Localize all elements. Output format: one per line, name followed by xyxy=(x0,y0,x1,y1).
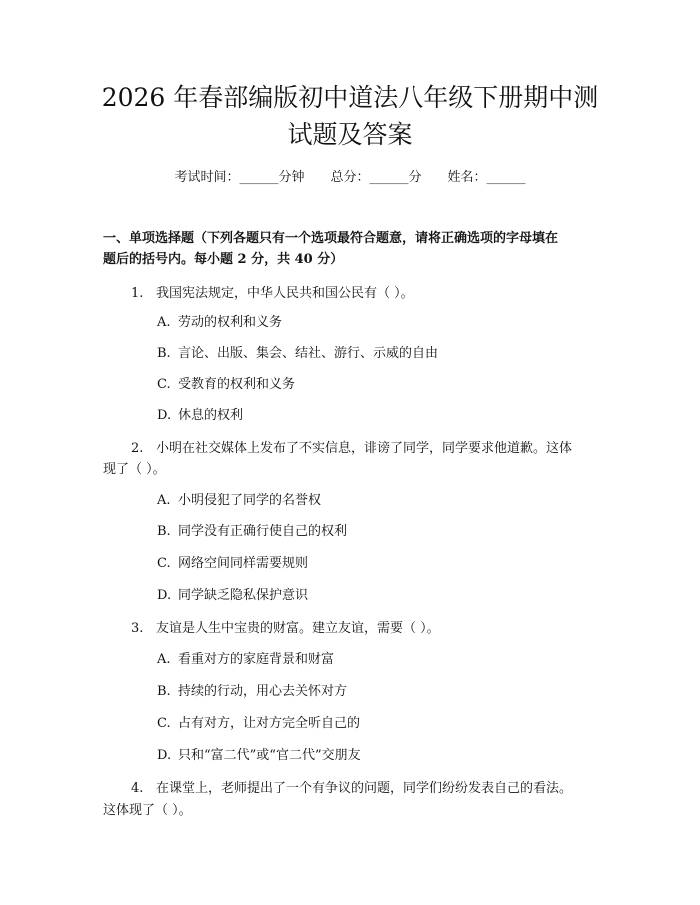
question-1-stem xyxy=(103,283,601,304)
option-text: 网络空间同样需要规则 xyxy=(178,556,309,571)
exam-time-field: 考试时间：______分钟 xyxy=(174,170,305,185)
question-2-stem xyxy=(103,438,601,459)
option-letter: D. xyxy=(157,588,172,603)
student-name-field: 姓名：______ xyxy=(447,170,526,185)
question-2-option-a xyxy=(157,491,321,511)
option-text: 同学缺乏隐私保护意识 xyxy=(178,588,309,603)
option-letter: A. xyxy=(157,652,171,667)
question-text: 在课堂上，老师提出了一个有争议的问题，同学们纷纷发表自己的看法。 xyxy=(156,781,573,796)
option-text: 同学没有正确行使自己的权利 xyxy=(178,524,348,539)
question-4-stem xyxy=(103,778,601,799)
option-text: 持续的行动，用心去关怀对方 xyxy=(178,684,348,699)
exam-meta xyxy=(0,168,700,188)
question-3-option-d xyxy=(157,746,361,766)
question-1-option-a xyxy=(157,313,282,333)
option-text: 受教育的权利和义务 xyxy=(178,377,296,392)
option-text: 言论、出版、集会、结社、游行、示威的自由 xyxy=(178,346,439,361)
option-letter: A. xyxy=(157,493,171,508)
question-text: 友谊是人生中宝贵的财富。建立友谊，需要（ ）。 xyxy=(156,621,440,636)
section-heading-line2: 题后的括号内。每小题 2 分，共 40 分） xyxy=(103,252,344,267)
option-letter: B. xyxy=(157,684,171,699)
question-text: 小明在社交媒体上发布了不实信息，诽谤了同学，同学要求他道歉。这体 xyxy=(156,441,573,456)
option-letter: C. xyxy=(157,556,171,571)
question-1-option-c xyxy=(157,375,295,395)
question-2-option-c xyxy=(157,554,308,574)
section-heading-line1: 一、单项选择题（下列各题只有一个选项最符合题意，请将正确选项的字母填在 xyxy=(103,231,559,246)
option-text: 小明侵犯了同学的名誉权 xyxy=(178,493,322,508)
question-3-option-b xyxy=(157,682,347,702)
option-letter: B. xyxy=(157,524,171,539)
question-3-option-a xyxy=(157,650,334,670)
question-2-option-d xyxy=(157,586,308,606)
question-number: 3. xyxy=(131,621,144,636)
option-text: 只和“富二代”或“官二代”交朋友 xyxy=(178,748,361,763)
question-text: 我国宪法规定，中华人民共和国公民有（ ）。 xyxy=(156,286,414,301)
total-score-field: 总分：______分 xyxy=(330,170,422,185)
question-number: 1. xyxy=(131,286,144,301)
question-2-option-b xyxy=(157,522,347,542)
question-2-stem-cont: 现了（ ）。 xyxy=(103,462,166,477)
question-4-stem-cont: 这体现了（ ）。 xyxy=(103,803,192,818)
question-3-stem xyxy=(103,618,601,639)
question-number: 2. xyxy=(131,441,144,456)
question-1-option-b xyxy=(157,344,438,364)
option-letter: D. xyxy=(157,408,172,423)
document-title-line2: 试题及答案 xyxy=(287,120,413,149)
option-letter: B. xyxy=(157,346,171,361)
option-letter: C. xyxy=(157,377,171,392)
option-letter: C. xyxy=(157,716,171,731)
document-title-line1: 2026 年春部编版初中道法八年级下册期中测 xyxy=(101,83,599,112)
question-3-option-c xyxy=(157,714,360,734)
question-number: 4. xyxy=(131,781,144,796)
question-1-option-d xyxy=(157,406,243,426)
option-letter: A. xyxy=(157,315,171,330)
option-text: 休息的权利 xyxy=(178,408,244,423)
option-text: 看重对方的家庭背景和财富 xyxy=(178,652,335,667)
option-text: 劳动的权利和义务 xyxy=(178,315,283,330)
option-letter: D. xyxy=(157,748,172,763)
option-text: 占有对方，让对方完全听自己的 xyxy=(178,716,361,731)
